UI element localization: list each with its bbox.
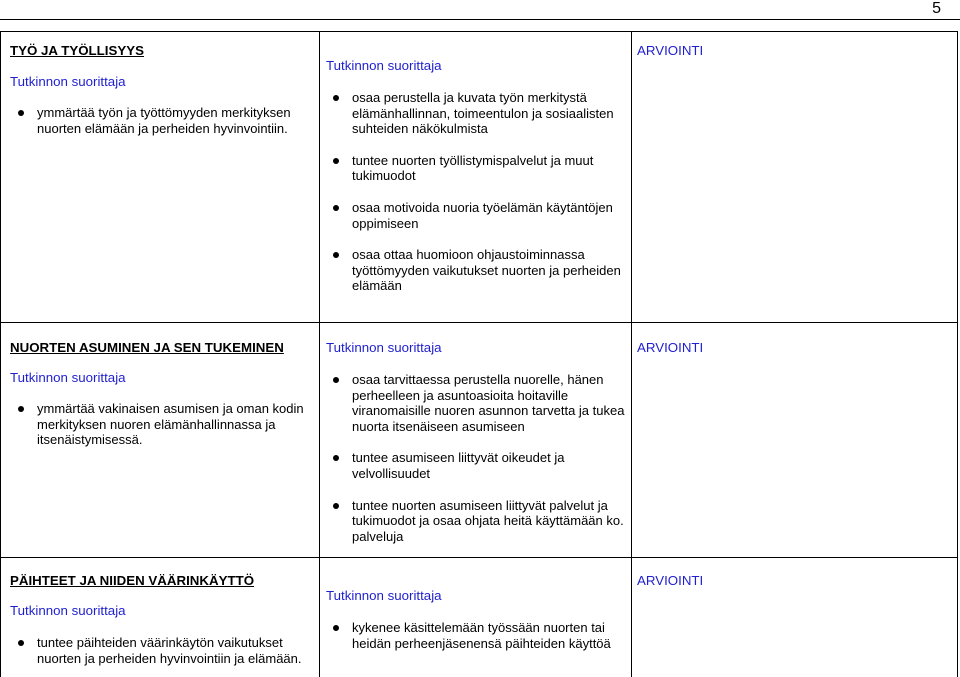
section-paihteet — [0, 557, 958, 677]
list-item: tuntee nuorten työllistymispalvelut ja muut tukimuodot — [328, 153, 628, 184]
section-title: TYÖ JA TYÖLLISYYS — [10, 43, 144, 58]
column-subtitle: Tutkinnon suorittaja — [10, 74, 126, 89]
list-item: osaa tarvittaessa perustella nuorelle, hänen perheelleen ja asuntoasioita hoitaville viranomaisille nuoren asunnon tarvetta ja tukea nuorta itsenäiseen asumiseen — [328, 372, 628, 434]
objective-column — [1, 323, 320, 557]
objective-list — [13, 635, 313, 666]
assessment-column — [631, 32, 957, 322]
assessment-label: ARVIOINTI — [637, 573, 704, 588]
criteria-column — [319, 323, 632, 557]
assessment-column — [631, 558, 957, 677]
list-item: osaa perustella ja kuvata työn merkitystä elämänhallinnan, toimeentulon ja sosiaalisten suhteiden näkökulmista — [328, 90, 628, 137]
objective-list — [13, 401, 313, 448]
assessment-label: ARVIOINTI — [637, 43, 704, 58]
page-number: 5 — [932, 0, 941, 17]
list-item: ymmärtää työn ja työttömyyden merkityksen nuorten elämään ja perheiden hyvinvointiin. — [13, 105, 313, 136]
list-item: tuntee nuorten asumiseen liittyvät palvelut ja tukimuodot ja osaa ohjata heitä käyttämään ko. palveluja — [328, 498, 628, 545]
objective-list — [13, 105, 313, 136]
objective-column — [1, 558, 320, 677]
assessment-column — [631, 323, 957, 557]
column-subtitle: Tutkinnon suorittaja — [326, 588, 442, 603]
section-title: NUORTEN ASUMINEN JA SEN TUKEMINEN — [10, 340, 284, 355]
list-item: osaa motivoida nuoria työelämän käytäntöjen oppimiseen — [328, 200, 628, 231]
criteria-column — [319, 32, 632, 322]
list-item: tuntee asumiseen liittyvät oikeudet ja velvollisuudet — [328, 450, 628, 481]
section-nuorten-asuminen — [0, 322, 958, 558]
criteria-list — [328, 372, 628, 544]
list-item: osaa ottaa huomioon ohjaustoiminnassa työttömyyden vaikutukset nuorten ja perheiden elämään — [328, 247, 628, 294]
header-divider — [0, 19, 960, 20]
criteria-column — [319, 558, 632, 677]
criteria-list — [328, 620, 628, 651]
column-subtitle: Tutkinnon suorittaja — [326, 340, 442, 355]
list-item: ymmärtää vakinaisen asumisen ja oman kodin merkityksen nuoren elämänhallinnassa ja itsenäistymisessä. — [13, 401, 313, 448]
section-title: PÄIHTEET JA NIIDEN VÄÄRINKÄYTTÖ — [10, 573, 255, 588]
assessment-label: ARVIOINTI — [637, 340, 704, 355]
column-subtitle: Tutkinnon suorittaja — [326, 58, 442, 73]
list-item: kykenee käsittelemään työssään nuorten tai heidän perheenjäsenensä päihteiden käyttöä — [328, 620, 628, 651]
section-tyo-ja-tyollisyys — [0, 31, 958, 323]
list-item: tuntee päihteiden väärinkäytön vaikutukset nuorten ja perheiden hyvinvointiin ja elämään. — [13, 635, 313, 666]
criteria-list — [328, 90, 628, 294]
objective-column — [1, 32, 320, 322]
column-subtitle: Tutkinnon suorittaja — [10, 370, 126, 385]
column-subtitle: Tutkinnon suorittaja — [10, 603, 126, 618]
